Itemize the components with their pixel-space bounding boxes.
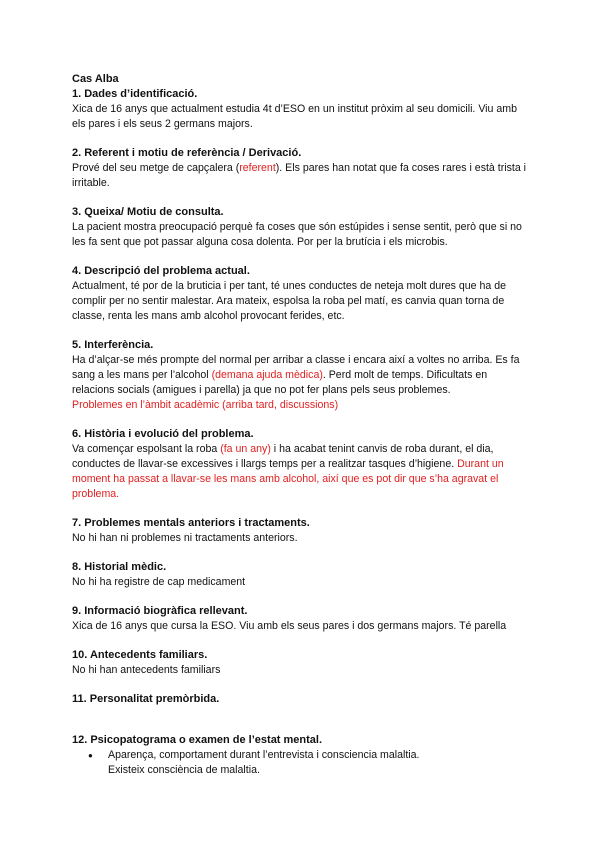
list-item-text: Aparença, comportament durant l’entrevista i consciencia malaltia. bbox=[108, 749, 420, 761]
document-title: Cas Alba bbox=[72, 73, 119, 85]
text-run: Ha d’alçar-se més prompte del normal per arribar a classe i encara així a voltes no arriba. Es fa sang a les mans per l’alcohol bbox=[72, 354, 520, 381]
section-title: 5. Interferència. bbox=[72, 339, 154, 351]
text-run: Va començar espolsant la roba bbox=[72, 443, 221, 455]
section-mental-status bbox=[72, 733, 532, 778]
section-title: 4. Descripció del problema actual. bbox=[72, 265, 250, 277]
text-run: . Perd molt de temps. Dificultats en relacions socials (amigues i parella) ja que no pot fer plans pels seus problemes. bbox=[72, 369, 488, 396]
section-current-problem bbox=[72, 264, 532, 324]
section-body: No hi ha registre de cap medicament bbox=[72, 576, 246, 588]
section-title: 2. Referent i motiu de referència / Derivació. bbox=[72, 147, 302, 159]
section-history bbox=[72, 427, 532, 502]
section-body: Actualment, té por de la bruticia i per tant, té unes conductes de neteja molt dures que ha de complir per no sentir malestar. Ara mateix, espolsa la roba pel matí, es canvia quan torna de classe, renta les mans amb alcohol provocant ferides, etc. bbox=[72, 280, 507, 322]
section-interference bbox=[72, 338, 532, 413]
section-identification bbox=[72, 87, 532, 132]
section-title: 3. Queixa/ Motiu de consulta. bbox=[72, 206, 224, 218]
annotation-red: (fa un any) bbox=[220, 443, 271, 455]
annotation-red: (demana ajuda mèdica) bbox=[211, 369, 323, 381]
section-body bbox=[72, 161, 532, 191]
section-previous-problems bbox=[72, 516, 532, 546]
annotation-red: referent bbox=[239, 162, 276, 174]
annotation-red: Durant un moment ha passat a llavar-se les mans amb alcohol, així que es pot dir que s’ha agravat el problema. bbox=[72, 458, 504, 500]
document-page bbox=[72, 72, 532, 778]
bullet-list bbox=[72, 748, 532, 778]
annotation-red: Problemes en l’àmbit acadèmic (arriba tard, discussions) bbox=[72, 399, 339, 411]
section-body: La pacient mostra preocupació perquè fa coses que són estúpides i sense sentit, però que si no les fa sent que pot passar alguna cosa dolenta. Por per la brutícia i els microbis. bbox=[72, 221, 522, 248]
section-body: Xica de 16 anys que cursa la ESO. Viu amb els seus pares i dos germans majors. Té parella bbox=[72, 620, 507, 632]
section-body bbox=[72, 353, 532, 413]
section-body: No hi han ni problemes ni tractaments anteriors. bbox=[72, 532, 298, 544]
section-premorbid-personality bbox=[72, 692, 532, 707]
section-title: 10. Antecedents familiars. bbox=[72, 649, 208, 661]
section-biography bbox=[72, 604, 532, 634]
section-title: 12. Psicopatograma o examen de l’estat mental. bbox=[72, 734, 323, 746]
section-title: 6. Història i evolució del problema. bbox=[72, 428, 254, 440]
section-body bbox=[72, 442, 532, 502]
section-referral bbox=[72, 146, 532, 191]
list-item bbox=[88, 748, 532, 778]
list-item-continuation: Existeix consciència de malaltia. bbox=[108, 764, 260, 776]
section-family-history bbox=[72, 648, 532, 678]
section-body: No hi han antecedents familiars bbox=[72, 664, 221, 676]
section-title: 11. Personalitat premòrbida. bbox=[72, 693, 220, 705]
section-body: Xica de 16 anys que actualment estudia 4t d’ESO en un institut pròxim al seu domicili. Viu amb els pares i els seus 2 germans majors. bbox=[72, 103, 517, 130]
text-run: Prové del seu metge de capçalera ( bbox=[72, 162, 240, 174]
section-title: 8. Historial mèdic. bbox=[72, 561, 167, 573]
section-title: 9. Informació biogràfica rellevant. bbox=[72, 605, 248, 617]
section-complaint bbox=[72, 205, 532, 250]
section-title: 1. Dades d’identificació. bbox=[72, 88, 198, 100]
section-title: 7. Problemes mentals anteriors i tractaments. bbox=[72, 517, 310, 529]
text-run: i ha acabat tenint canvis de roba durant, el dia, conductes de llavar-se excessives i llargs temps per a realitzar tasques d’higiene. bbox=[72, 443, 494, 470]
text-run: ). Els pares han notat que fa coses rares i està trista i irritable. bbox=[72, 162, 527, 189]
section-medical-history bbox=[72, 560, 532, 590]
